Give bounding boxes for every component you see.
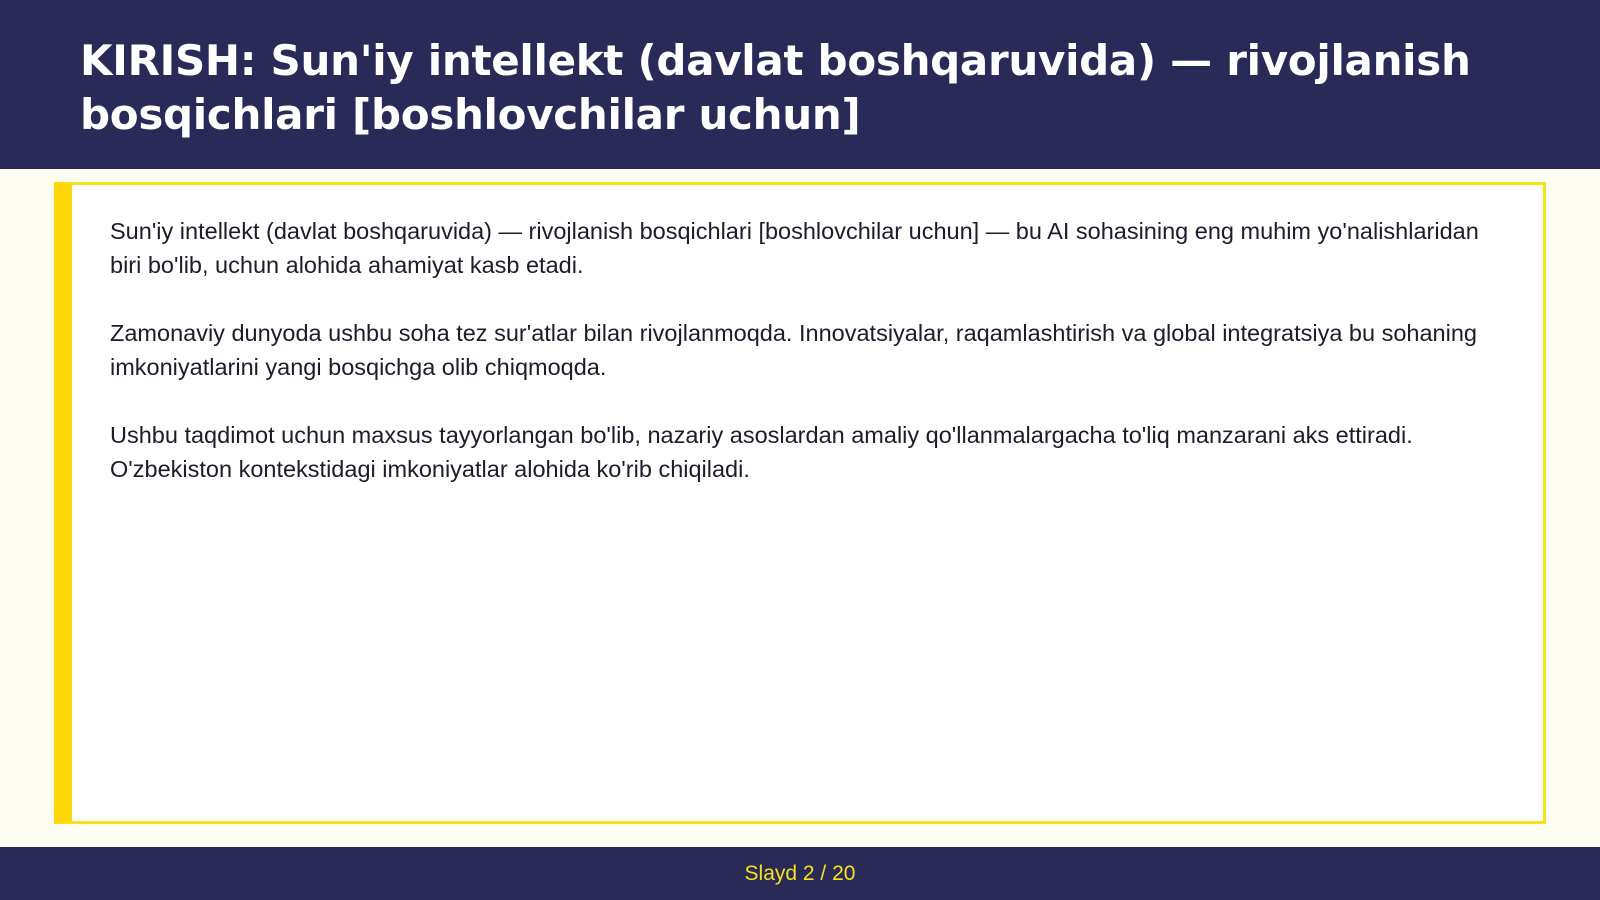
- slide-counter: Slayd 2 / 20: [744, 862, 856, 885]
- slide-title: KIRISH: Sun'iy intellekt (davlat boshqaruvida) — rivojlanish bosqichlari [boshlovchilar uchun]: [80, 36, 1471, 139]
- intro-paragraph: Sun'iy intellekt (davlat boshqaruvida) — rivojlanish bosqichlari [boshlovchilar uchun] — bu AI sohasining eng muhim yo'nalishlaridan biri bo'lib, uchun alohida ahamiyat kasb etadi.: [110, 218, 1479, 278]
- development-paragraph: Zamonaviy dunyoda ushbu soha tez sur'atlar bilan rivojlanmoqda. Innovatsiyalar, raqamlashtirish va global integratsiya bu sohaning imkoniyatlarini yangi bosqichga olib chiqmoqda.: [110, 320, 1477, 380]
- content-card: [54, 182, 1546, 824]
- slide-header: [0, 0, 1600, 169]
- slide-footer: [0, 847, 1600, 900]
- presentation-scope-paragraph: Ushbu taqdimot uchun maxsus tayyorlangan bo'lib, nazariy asoslardan amaliy qo'llanmalargacha to'liq manzarani aks ettiradi. O'zbekiston kontekstidagi imkoniyatlar alohida ko'rib chiqiladi.: [110, 422, 1413, 482]
